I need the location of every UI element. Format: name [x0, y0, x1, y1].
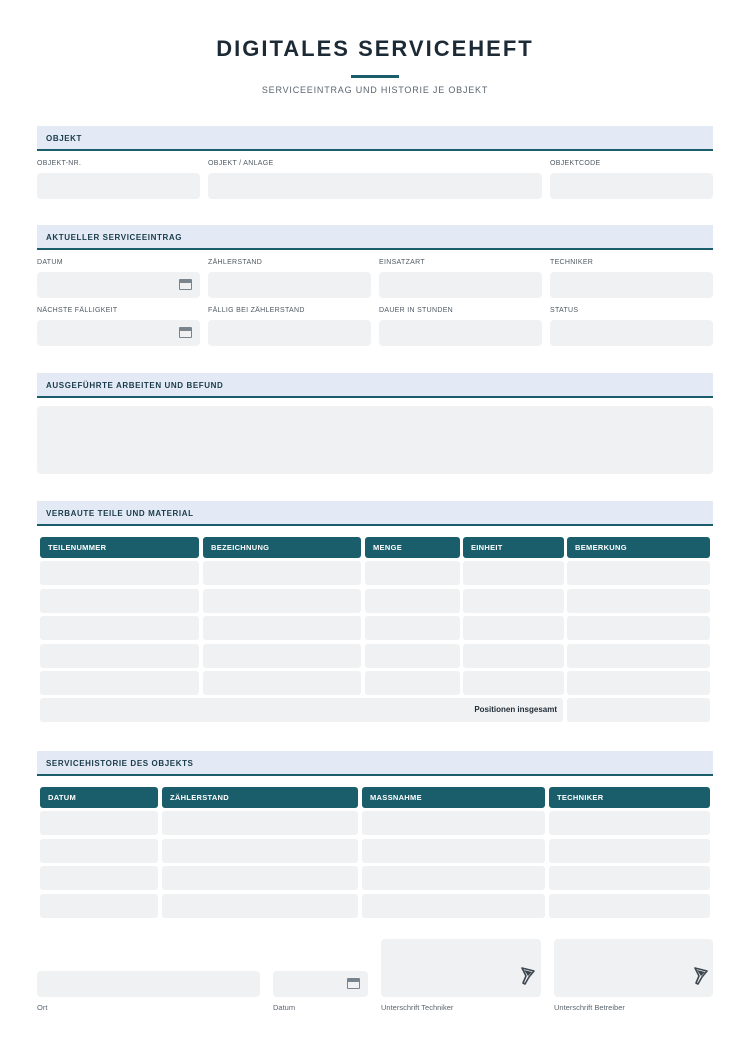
historie-cell[interactable] — [162, 866, 358, 890]
signature-techniker-label: Unterschrift Techniker — [381, 1003, 454, 1012]
teile-total-field[interactable] — [567, 698, 710, 722]
section-serviceeintrag-title: AKTUELLER SERVICEEINTRAG — [46, 233, 183, 242]
teile-header-4: BEMERKUNG — [567, 537, 710, 558]
signature-techniker-field[interactable] — [381, 939, 541, 997]
section-teile-title: VERBAUTE TEILE UND MATERIAL — [46, 509, 194, 518]
section-arbeiten-title: AUSGEFÜHRTE ARBEITEN UND BEFUND — [46, 381, 224, 390]
dauer-field[interactable] — [379, 320, 542, 346]
teile-cell[interactable] — [463, 644, 564, 668]
ort-label: Ort — [37, 1003, 48, 1012]
teile-cell[interactable] — [203, 644, 361, 668]
historie-cell[interactable] — [162, 894, 358, 918]
objekt-anlage-field[interactable] — [208, 173, 542, 199]
historie-header-2: MASSNAHME — [362, 787, 545, 808]
teile-cell[interactable] — [567, 616, 710, 640]
page-title: DIGITALES SERVICEHEFT — [216, 36, 534, 61]
footer-datum-label: Datum — [273, 1003, 296, 1012]
teile-cell[interactable] — [463, 589, 564, 613]
label-einsatzart: EINSATZART — [379, 259, 425, 266]
historie-cell[interactable] — [362, 894, 545, 918]
calendar-icon[interactable] — [179, 327, 192, 338]
label-objektcode: OBJEKTCODE — [550, 160, 601, 167]
teile-header-3: EINHEIT — [463, 537, 564, 558]
teile-cell[interactable] — [567, 561, 710, 585]
section-serviceeintrag — [37, 225, 713, 250]
historie-cell[interactable] — [40, 866, 158, 890]
footer-datum-field[interactable] — [273, 971, 368, 997]
label-objekt-nr: OBJEKT-NR. — [37, 160, 82, 167]
objektcode-field[interactable] — [550, 173, 713, 199]
historie-cell[interactable] — [40, 894, 158, 918]
pen-nib-icon — [693, 967, 709, 985]
teile-cell[interactable] — [365, 644, 460, 668]
label-dauer: DAUER IN STUNDEN — [379, 307, 454, 314]
teile-cell[interactable] — [40, 644, 199, 668]
calendar-icon[interactable] — [179, 279, 192, 290]
ort-field[interactable] — [37, 971, 260, 997]
teile-cell[interactable] — [365, 616, 460, 640]
teile-cell[interactable] — [567, 644, 710, 668]
page-subtitle: SERVICEEINTRAG UND HISTORIE JE OBJEKT — [261, 85, 489, 95]
label-zaehlerstand: ZÄHLERSTAND — [208, 259, 263, 266]
historie-cell[interactable] — [40, 839, 158, 863]
section-teile — [37, 501, 713, 526]
historie-cell[interactable] — [362, 811, 545, 835]
historie-header-1: ZÄHLERSTAND — [162, 787, 358, 808]
teile-cell[interactable] — [365, 671, 460, 695]
label-faellig-zaehlerstand: FÄLLIG BEI ZÄHLERSTAND — [208, 307, 305, 314]
section-objekt — [37, 126, 713, 151]
historie-header-0: DATUM — [40, 787, 158, 808]
teile-cell[interactable] — [40, 589, 199, 613]
teile-cell[interactable] — [463, 561, 564, 585]
teile-cell[interactable] — [203, 616, 361, 640]
label-naechste-faelligkeit: NÄCHSTE FÄLLIGKEIT — [37, 307, 118, 314]
pen-nib-icon — [520, 967, 536, 985]
historie-cell[interactable] — [549, 811, 710, 835]
historie-cell[interactable] — [162, 839, 358, 863]
historie-cell[interactable] — [40, 811, 158, 835]
teile-cell[interactable] — [203, 589, 361, 613]
teile-cell[interactable] — [203, 561, 361, 585]
label-status: STATUS — [550, 307, 579, 314]
section-historie-title: SERVICEHISTORIE DES OBJEKTS — [46, 759, 194, 768]
naechste-faelligkeit-field[interactable] — [37, 320, 200, 346]
teile-cell[interactable] — [365, 589, 460, 613]
teile-cell[interactable] — [463, 616, 564, 640]
section-objekt-title: OBJEKT — [46, 134, 83, 143]
section-arbeiten — [37, 373, 713, 398]
signature-betreiber-label: Unterschrift Betreiber — [554, 1003, 625, 1012]
section-historie — [37, 751, 713, 776]
title-underline — [351, 75, 399, 78]
label-techniker: TECHNIKER — [550, 259, 594, 266]
label-datum: DATUM — [37, 259, 63, 266]
label-objekt-anlage: OBJEKT / ANLAGE — [208, 160, 274, 167]
teile-header-1: BEZEICHNUNG — [203, 537, 361, 558]
teile-header-0: TEILENUMMER — [40, 537, 199, 558]
teile-total-label: Positionen insgesamt — [474, 705, 557, 714]
teile-cell[interactable] — [203, 671, 361, 695]
teile-cell[interactable] — [567, 671, 710, 695]
historie-cell[interactable] — [362, 839, 545, 863]
einsatzart-field[interactable] — [379, 272, 542, 298]
techniker-field[interactable] — [550, 272, 713, 298]
historie-cell[interactable] — [362, 866, 545, 890]
historie-header-3: TECHNIKER — [549, 787, 710, 808]
signature-betreiber-field[interactable] — [554, 939, 713, 997]
teile-cell[interactable] — [463, 671, 564, 695]
historie-cell[interactable] — [549, 866, 710, 890]
faellig-zaehlerstand-field[interactable] — [208, 320, 371, 346]
datum-field[interactable] — [37, 272, 200, 298]
teile-header-2: MENGE — [365, 537, 460, 558]
historie-cell[interactable] — [549, 894, 710, 918]
calendar-icon[interactable] — [347, 978, 360, 989]
objekt-nr-field[interactable] — [37, 173, 200, 199]
zaehlerstand-field[interactable] — [208, 272, 371, 298]
teile-cell[interactable] — [365, 561, 460, 585]
historie-cell[interactable] — [162, 811, 358, 835]
arbeiten-textarea[interactable] — [37, 406, 713, 474]
teile-cell[interactable] — [40, 671, 199, 695]
teile-cell[interactable] — [40, 616, 199, 640]
status-field[interactable] — [550, 320, 713, 346]
teile-cell[interactable] — [567, 589, 710, 613]
historie-cell[interactable] — [549, 839, 710, 863]
teile-cell[interactable] — [40, 561, 199, 585]
